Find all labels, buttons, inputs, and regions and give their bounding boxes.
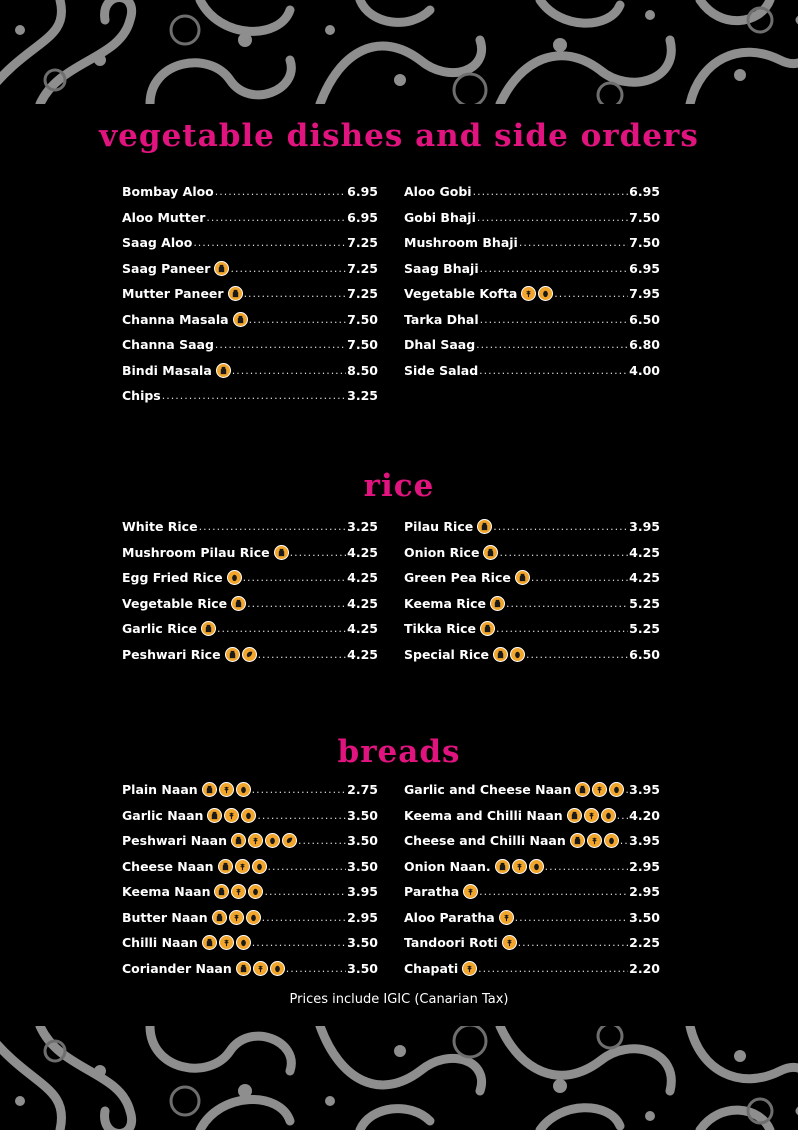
menu-item <box>404 642 660 668</box>
gluten-icon <box>463 884 478 899</box>
milk-icon <box>483 545 498 560</box>
milk-icon <box>207 808 222 823</box>
dot-leader <box>199 520 347 533</box>
milk-icon <box>480 621 495 636</box>
menu-item-name: Bindi Masala <box>122 362 212 378</box>
gluten-icon <box>231 884 246 899</box>
menu-item <box>404 616 660 642</box>
breads-left-column <box>122 777 378 981</box>
menu-item <box>404 230 660 256</box>
menu-item-price: 4.25 <box>629 570 660 586</box>
menu-item-price: 6.95 <box>629 260 660 276</box>
menu-item <box>122 930 378 956</box>
menu-item-price: 3.25 <box>347 519 378 535</box>
decorative-pattern-bottom <box>0 1026 798 1130</box>
menu-item-name: Aloo Gobi <box>404 184 472 200</box>
menu-item-name: Tikka Rice <box>404 621 477 637</box>
gluten-icon <box>219 782 234 797</box>
menu-item-name: Chips <box>122 388 161 404</box>
menu-item-price: 6.80 <box>629 337 660 353</box>
menu-item-price: 3.95 <box>629 782 660 798</box>
menu-item <box>404 854 660 880</box>
dot-leader <box>252 936 346 949</box>
menu-item-price: 7.25 <box>347 235 378 251</box>
menu-item-price: 2.20 <box>629 960 660 976</box>
menu-item <box>404 565 660 591</box>
menu-item-name: Keema Naan <box>122 884 211 900</box>
dot-leader <box>476 338 628 351</box>
menu-item-name: Aloo Paratha <box>404 909 495 925</box>
dot-leader <box>244 287 347 300</box>
allergen-icons <box>201 621 216 636</box>
menu-item-price: 4.25 <box>347 646 378 662</box>
dot-leader <box>625 783 628 796</box>
gluten-icon <box>592 782 607 797</box>
allergen-icons <box>228 286 243 301</box>
egg-icon <box>265 833 280 848</box>
menu-item <box>404 179 660 205</box>
menu-item-price: 3.50 <box>629 909 660 925</box>
allergen-icons <box>463 884 478 899</box>
menu-item-price: 3.50 <box>347 833 378 849</box>
menu-item-name: Saag Bhaji <box>404 260 479 276</box>
menu-item <box>122 591 378 617</box>
menu-item <box>122 256 378 282</box>
menu-item <box>404 205 660 231</box>
milk-icon <box>212 910 227 925</box>
dot-leader <box>243 571 347 584</box>
menu-item-price: 6.95 <box>629 184 660 200</box>
dot-leader <box>526 648 628 661</box>
menu-item-name: Chapati <box>404 960 459 976</box>
menu-item <box>404 514 660 540</box>
allergen-icons <box>567 808 616 823</box>
menu-item <box>122 905 378 931</box>
allergen-icons <box>225 647 257 662</box>
menu-item <box>122 565 378 591</box>
dot-leader <box>217 622 346 635</box>
menu-item-name: Pilau Rice <box>404 519 474 535</box>
dot-leader <box>480 313 629 326</box>
dot-leader <box>247 597 346 610</box>
gluten-icon <box>229 910 244 925</box>
dot-leader <box>215 185 346 198</box>
egg-icon <box>252 859 267 874</box>
dot-leader <box>477 211 628 224</box>
menu-item-name: Keema Rice <box>404 595 487 611</box>
menu-item <box>122 854 378 880</box>
milk-icon <box>274 545 289 560</box>
menu-item-price: 4.20 <box>629 807 660 823</box>
menu-item-name: Chilli Naan <box>122 935 198 951</box>
allergen-icons <box>515 570 530 585</box>
menu-item <box>122 803 378 829</box>
allergen-icons <box>212 910 261 925</box>
allergen-icons <box>462 961 477 976</box>
dot-leader <box>496 622 628 635</box>
allergen-icons <box>236 961 285 976</box>
decorative-pattern-top <box>0 0 798 104</box>
dot-leader <box>257 809 346 822</box>
dot-leader <box>215 338 346 351</box>
dot-leader <box>493 520 628 533</box>
dot-leader <box>193 236 346 249</box>
allergen-icons <box>490 596 505 611</box>
menu-item-name: Mushroom Bhaji <box>404 235 518 251</box>
menu-item-price: 7.25 <box>347 260 378 276</box>
menu-item-name: Mutter Paneer <box>122 286 224 302</box>
menu-item-price: 4.25 <box>347 570 378 586</box>
egg-icon <box>236 935 251 950</box>
gluten-icon <box>499 910 514 925</box>
dot-leader <box>620 834 628 847</box>
dot-leader <box>230 262 346 275</box>
dot-leader <box>232 364 346 377</box>
gluten-icon <box>219 935 234 950</box>
menu-item-name: Cheese and Chilli Naan <box>404 833 566 849</box>
allergen-icons <box>216 363 231 378</box>
menu-item <box>122 179 378 205</box>
allergen-icons <box>218 859 267 874</box>
dot-leader <box>268 860 347 873</box>
menu-item-price: 7.50 <box>347 337 378 353</box>
allergen-icons <box>502 935 517 950</box>
dot-leader <box>206 211 346 224</box>
gluten-icon <box>248 833 263 848</box>
menu-item-price: 7.50 <box>629 209 660 225</box>
gluten-icon <box>521 286 536 301</box>
dot-leader <box>252 783 347 796</box>
menu-item-name: Mushroom Pilau Rice <box>122 544 270 560</box>
milk-icon <box>214 884 229 899</box>
allergen-icons <box>495 859 544 874</box>
menu-item-name: Dhal Saag <box>404 337 476 353</box>
dot-leader <box>519 236 628 249</box>
menu-item-price: 5.25 <box>629 595 660 611</box>
allergen-icons <box>575 782 624 797</box>
menu-item-name: Onion Naan. <box>404 858 491 874</box>
menu-item-name: Channa Masala <box>122 311 229 327</box>
allergen-icons <box>480 621 495 636</box>
menu-item-price: 7.25 <box>347 286 378 302</box>
menu-item-price: 3.95 <box>629 833 660 849</box>
dot-leader <box>162 389 346 402</box>
menu-item-price: 4.00 <box>629 362 660 378</box>
milk-icon <box>228 286 243 301</box>
menu-item <box>122 777 378 803</box>
milk-icon <box>575 782 590 797</box>
allergen-icons <box>227 570 242 585</box>
menu-item <box>404 777 660 803</box>
menu-item-name: Green Pea Rice <box>404 570 511 586</box>
allergen-icons <box>214 884 263 899</box>
dot-leader <box>286 962 346 975</box>
menu-item-price: 3.50 <box>347 807 378 823</box>
rice-left-column <box>122 514 378 667</box>
gluten-icon <box>224 808 239 823</box>
milk-icon <box>236 961 251 976</box>
menu-item-name: Side Salad <box>404 362 479 378</box>
menu-item <box>122 616 378 642</box>
dot-leader <box>258 648 347 661</box>
menu-item-price: 3.95 <box>347 884 378 900</box>
allergen-icons <box>521 286 553 301</box>
milk-icon <box>218 859 233 874</box>
menu-item-price: 6.50 <box>629 311 660 327</box>
menu-item-name: Peshwari Naan <box>122 833 227 849</box>
gluten-icon <box>502 935 517 950</box>
section-title-rice: rice <box>363 468 435 504</box>
breads-right-column <box>404 777 660 981</box>
menu-item <box>404 281 660 307</box>
egg-icon <box>609 782 624 797</box>
dot-leader <box>262 911 347 924</box>
menu-item <box>404 956 660 982</box>
menu-item-price: 7.50 <box>629 235 660 251</box>
milk-icon <box>231 596 246 611</box>
milk-icon <box>214 261 229 276</box>
allergen-icons <box>477 519 492 534</box>
milk-icon <box>231 833 246 848</box>
gluten-icon <box>462 961 477 976</box>
gluten-icon <box>512 859 527 874</box>
milk-icon <box>495 859 510 874</box>
menu-item-price: 3.50 <box>347 858 378 874</box>
dot-leader <box>249 313 347 326</box>
menu-item <box>122 879 378 905</box>
egg-icon <box>601 808 616 823</box>
allergen-icons <box>214 261 229 276</box>
dot-leader <box>499 546 628 559</box>
egg-icon <box>248 884 263 899</box>
menu-item <box>404 591 660 617</box>
menu-item <box>404 803 660 829</box>
menu-item <box>122 828 378 854</box>
gluten-icon <box>584 808 599 823</box>
menu-item-name: Onion Rice <box>404 544 480 560</box>
menu-item-price: 3.95 <box>629 519 660 535</box>
dot-leader <box>518 936 629 949</box>
menu-item-name: Garlic Rice <box>122 621 197 637</box>
egg-icon <box>227 570 242 585</box>
allergen-icons <box>207 808 256 823</box>
menu-item <box>404 828 660 854</box>
milk-icon <box>202 782 217 797</box>
menu-item <box>404 307 660 333</box>
milk-icon <box>490 596 505 611</box>
dot-leader <box>479 885 628 898</box>
gluten-icon <box>587 833 602 848</box>
menu-item-name: Saag Paneer <box>122 260 211 276</box>
menu-item-price: 7.50 <box>347 311 378 327</box>
milk-icon <box>477 519 492 534</box>
menu-item <box>404 256 660 282</box>
menu-item-name: Channa Saag <box>122 337 214 353</box>
menu-item-price: 6.95 <box>347 209 378 225</box>
milk-icon <box>567 808 582 823</box>
dot-leader <box>478 962 628 975</box>
menu-item <box>122 514 378 540</box>
allergen-icons <box>493 647 525 662</box>
menu-item <box>404 358 660 384</box>
menu-item <box>122 956 378 982</box>
menu-item-name: Plain Naan <box>122 782 198 798</box>
section-title-breads: breads <box>337 734 461 770</box>
egg-icon <box>270 961 285 976</box>
nut-icon <box>282 833 297 848</box>
dot-leader <box>617 809 628 822</box>
menu-item <box>122 281 378 307</box>
menu-item-price: 2.95 <box>347 909 378 925</box>
section-title-vegetable: vegetable dishes and side orders <box>99 118 699 154</box>
menu-item-name: White Rice <box>122 519 198 535</box>
menu-item-name: Saag Aloo <box>122 235 193 251</box>
milk-icon <box>225 647 240 662</box>
menu-item-name: Special Rice <box>404 646 489 662</box>
menu-item <box>122 307 378 333</box>
menu-item-price: 4.25 <box>629 544 660 560</box>
milk-icon <box>201 621 216 636</box>
allergen-icons <box>483 545 498 560</box>
menu-item <box>122 332 378 358</box>
menu-item-price: 2.25 <box>629 935 660 951</box>
rice-right-column <box>404 514 660 667</box>
milk-icon <box>493 647 508 662</box>
menu-item-name: Aloo Mutter <box>122 209 206 225</box>
menu-item-name: Egg Fried Rice <box>122 570 223 586</box>
menu-item <box>122 358 378 384</box>
menu-item-price: 2.95 <box>629 884 660 900</box>
dot-leader <box>515 911 629 924</box>
egg-icon <box>241 808 256 823</box>
gluten-icon <box>235 859 250 874</box>
menu-item-name: Vegetable Kofta <box>404 286 518 302</box>
menu-item <box>122 642 378 668</box>
egg-icon <box>529 859 544 874</box>
milk-icon <box>233 312 248 327</box>
dot-leader <box>506 597 628 610</box>
dot-leader <box>480 262 629 275</box>
allergen-icons <box>570 833 619 848</box>
milk-icon <box>515 570 530 585</box>
allergen-icons <box>274 545 289 560</box>
menu-item <box>404 332 660 358</box>
menu-item-price: 3.50 <box>347 960 378 976</box>
menu-item-price: 4.25 <box>347 595 378 611</box>
dot-leader <box>473 185 629 198</box>
egg-icon <box>604 833 619 848</box>
menu-item-name: Gobi Bhaji <box>404 209 476 225</box>
dot-leader <box>531 571 628 584</box>
menu-item-name: Paratha <box>404 884 460 900</box>
menu-item-price: 7.95 <box>629 286 660 302</box>
egg-icon <box>236 782 251 797</box>
menu-item <box>122 383 378 409</box>
dot-leader <box>264 885 346 898</box>
menu-item-price: 4.25 <box>347 544 378 560</box>
gluten-icon <box>253 961 268 976</box>
egg-icon <box>510 647 525 662</box>
veg-right-column <box>404 179 660 383</box>
allergen-icons <box>231 833 297 848</box>
dot-leader <box>479 364 628 377</box>
menu-item-name: Garlic Naan <box>122 807 204 823</box>
menu-item-price: 2.95 <box>629 858 660 874</box>
dot-leader <box>290 546 347 559</box>
menu-item-price: 5.25 <box>629 621 660 637</box>
milk-icon <box>202 935 217 950</box>
menu-item-price: 3.25 <box>347 388 378 404</box>
dot-leader <box>545 860 629 873</box>
menu-item-name: Peshwari Rice <box>122 646 221 662</box>
menu-item-price: 6.50 <box>629 646 660 662</box>
milk-icon <box>216 363 231 378</box>
egg-icon <box>246 910 261 925</box>
veg-left-column <box>122 179 378 409</box>
allergen-icons <box>231 596 246 611</box>
milk-icon <box>570 833 585 848</box>
dot-leader <box>554 287 628 300</box>
menu-item-name: Tarka Dhal <box>404 311 479 327</box>
menu-item-name: Keema and Chilli Naan <box>404 807 563 823</box>
menu-item <box>122 205 378 231</box>
menu-item-price: 6.95 <box>347 184 378 200</box>
nut-icon <box>242 647 257 662</box>
menu-item-price: 2.75 <box>347 782 378 798</box>
egg-icon <box>538 286 553 301</box>
menu-item-name: Bombay Aloo <box>122 184 214 200</box>
menu-item-name: Coriander Naan <box>122 960 232 976</box>
menu-item-price: 3.50 <box>347 935 378 951</box>
allergen-icons <box>233 312 248 327</box>
allergen-icons <box>499 910 514 925</box>
menu-item <box>404 905 660 931</box>
menu-item-price: 8.50 <box>347 362 378 378</box>
menu-item-name: Garlic and Cheese Naan <box>404 782 572 798</box>
menu-item <box>404 540 660 566</box>
menu-item-name: Butter Naan <box>122 909 208 925</box>
menu-item <box>122 230 378 256</box>
menu-item <box>404 930 660 956</box>
menu-item-name: Tandoori Roti <box>404 935 498 951</box>
dot-leader <box>298 834 346 847</box>
allergen-icons <box>202 935 251 950</box>
menu-item <box>404 879 660 905</box>
tax-note: Prices include IGIC (Canarian Tax) <box>289 992 509 1007</box>
allergen-icons <box>202 782 251 797</box>
menu-item-price: 4.25 <box>347 621 378 637</box>
menu-item <box>122 540 378 566</box>
menu-item-name: Vegetable Rice <box>122 595 228 611</box>
menu-item-name: Cheese Naan <box>122 858 214 874</box>
